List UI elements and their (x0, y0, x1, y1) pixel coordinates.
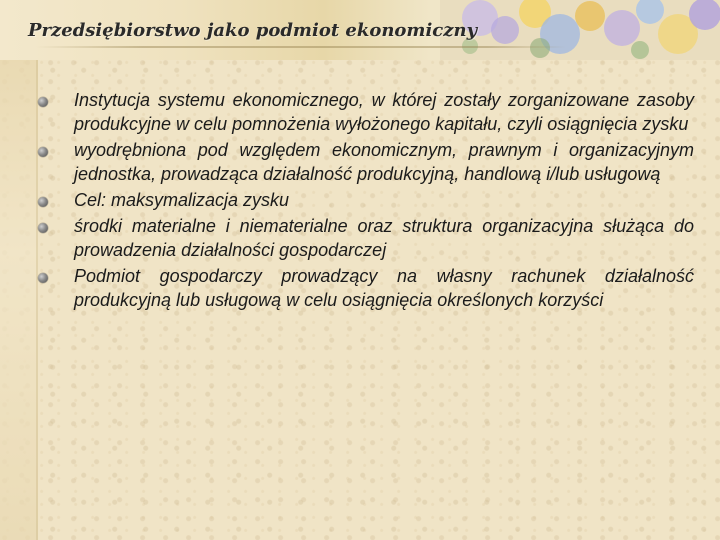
bullet-text: Podmiot gospodarczy prowadzący na własny rachunek działalność produkcyjną lub usługową w celu osiągnięcia określonych korzyści (74, 266, 694, 310)
bullet-item (38, 138, 694, 186)
flower-decoration (440, 0, 720, 60)
bullet-text: Cel: maksymalizacja zysku (74, 190, 290, 210)
bullet-icon (38, 97, 48, 107)
bullet-text: wyodrębniona pod względem ekonomicznym, prawnym i organizacyjnym jednostka, prowadząca działalność produkcyjną, handlową i/lub usługową (74, 140, 694, 184)
bullet-item (38, 88, 694, 136)
left-decorative-strip (0, 60, 38, 540)
bullet-icon (38, 273, 48, 283)
bullet-item (38, 264, 694, 312)
bullet-text: Instytucja systemu ekonomicznego, w której zostały zorganizowane zasoby produkcyjne w celu pomnożenia wyłożonego kapitału, czyli osiągnięcia zysku (74, 90, 694, 134)
bullet-icon (38, 147, 48, 157)
title-underline (36, 46, 566, 48)
bullet-item (38, 214, 694, 262)
slide-title: Przedsiębiorstwo jako podmiot ekonomiczny (28, 20, 478, 41)
bullet-item (38, 188, 694, 212)
bullet-list (38, 88, 694, 314)
bullet-text: środki materialne i niematerialne oraz struktura organizacyjna służąca do prowadzenia działalności gospodarczej (74, 216, 694, 260)
bullet-icon (38, 197, 48, 207)
bullet-icon (38, 223, 48, 233)
